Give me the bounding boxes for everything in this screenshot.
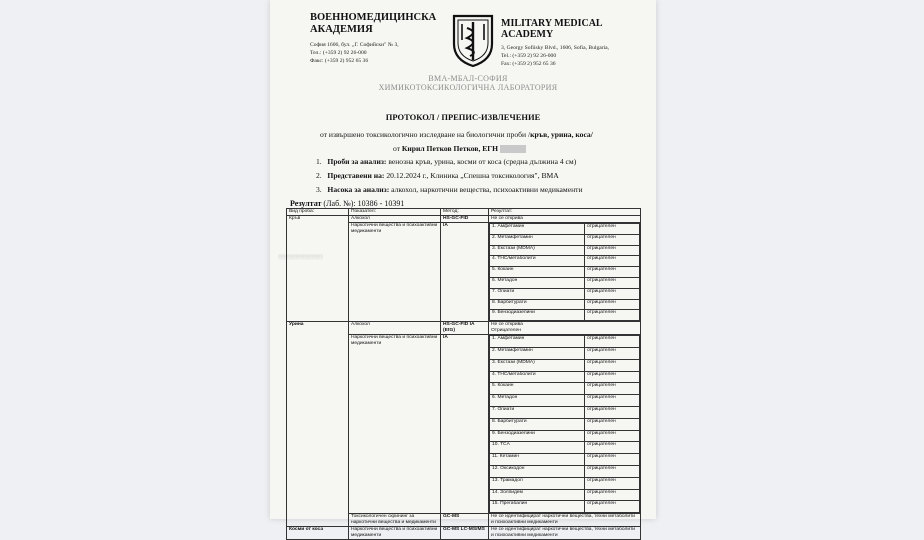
substance-name: 14. Золпидем (490, 489, 585, 501)
substance-result: отрицателен (585, 245, 640, 256)
substance-result: отрицателен (585, 442, 640, 454)
substance-name: 7. Опиати (490, 288, 585, 299)
substance-name: 2. Метамфетамин (490, 234, 585, 245)
substance-name: 5. Кокаин (490, 383, 585, 395)
academy-emblem-icon (450, 10, 496, 68)
results-table (286, 208, 641, 540)
substance-result: отрицателен (585, 310, 640, 321)
result-heading: Резултат (Лаб. №): 10386 - 10391 (290, 199, 405, 208)
org-contacts-en: 3, Georgy Sofiisky Blvd., 1606, Sofia, Bulgaria, Tel.: (+359 2) 92 26-000 Fax: (+359 2) 952 65 36 (501, 45, 610, 67)
substance-result: отрицателен (585, 454, 640, 466)
header-result: Резултат: (489, 209, 641, 216)
list-item (490, 336, 640, 348)
list-item (490, 288, 640, 299)
substance-result: отрицателен (585, 288, 640, 299)
table-row: Урина Алкохол HS-GC-FID IA (EtG) Не се открива Отрицателен (287, 322, 641, 335)
substance-name: 3. Екстази (MDMA) (490, 359, 585, 371)
list-item (490, 347, 640, 359)
header-sample: Вид проба: (287, 209, 349, 216)
substance-name: 4. THC/метаболити (490, 371, 585, 383)
list-item (490, 477, 640, 489)
table-row: Токсикологичен скрининг за наркотични вещества и медикаменти GC-MS Не се идентифицират наркотични вещества, техни метаболити и психоактивни медикаменти (287, 514, 641, 527)
substance-name: 9. Бензодиазепини (490, 430, 585, 442)
faded-stamp-mark: ░░░░░░░░░░░░░░ (278, 254, 323, 259)
list-item (490, 371, 640, 383)
substance-result: отрицателен (585, 224, 640, 235)
document-page (270, 0, 656, 539)
substance-result: отрицателен (585, 383, 640, 395)
substance-name: 3. Екстази (MDMA) (490, 245, 585, 256)
substance-result: отрицателен (585, 336, 640, 348)
table-row: Кръв Алкохол HS-GC-FID Не се открива (287, 216, 641, 223)
substance-name: 9. Бензодиазепини (490, 310, 585, 321)
substance-name: 8. Барбитурати (490, 418, 585, 430)
header-method: Метод: (441, 209, 489, 216)
list-item (490, 267, 640, 278)
list-item (490, 234, 640, 245)
substance-result: отрицателен (585, 371, 640, 383)
list-item (490, 430, 640, 442)
person-name: Кирил Петков Петков, ЕГН (401, 144, 499, 153)
table-row: Наркотични вещества и психоактивни медикаменти IA 1. Амфетамин отрицателен 2. Метамфетамин отрицателен 3. Екстази (MDMA) отрицателен 4. THC/метаболити отрицателен 5. Кокаин отрицателен 6. Метадон отрицателен 7. Опиати отрицателен 8. Барбитурати отрицателен 9. Бензодиазепини отрицателен (287, 223, 641, 322)
substance-result: отрицателен (585, 267, 640, 278)
substance-result: отрицателен (585, 430, 640, 442)
list-item (490, 442, 640, 454)
list-item (490, 454, 640, 466)
sample-urine: Урина (287, 322, 349, 527)
substance-result: отрицателен (585, 406, 640, 418)
urine-results-list (489, 335, 640, 513)
substance-result: отрицателен (585, 359, 640, 371)
header-indicator: Показател: (349, 209, 441, 216)
substance-result: отрицателен (585, 395, 640, 407)
list-item (490, 299, 640, 310)
document-title: ПРОТОКОЛ / ПРЕПИС-ИЗВЛЕЧЕНИЕ (385, 112, 541, 122)
substance-result: отрицателен (585, 418, 640, 430)
list-item (490, 277, 640, 288)
substance-name: 6. Метадон (490, 277, 585, 288)
list-item (490, 383, 640, 395)
substance-name: 6. Метадон (490, 395, 585, 407)
substance-name: 11. Кетамин (490, 454, 585, 466)
substance-name: 12. Оксикодон (490, 465, 585, 477)
table-row: Наркотични вещества и психоактивни медикаменти IA 1. Амфетамин отрицателен 2. Метамфетамин отрицателен 3. Екстази (MDMA) отрицателен 4. THC/метаболити отрицателен 5. Кокаин отрицателен 6. Метадон отрицателен 7. Опиати отрицателен 8. Барбитурати отрицателен 9. Бензодиазепини отрицателен 10. TCA отрицателен 11. Кетамин отрицателен 12. Оксикодон отрицателен 13. Трамадол отрицателен 14. Золпидем отрицателен 15. Прегабалин отрицателен (287, 335, 641, 514)
list-item (490, 489, 640, 501)
org-name-en: MILITARY MEDICAL ACADEMY (501, 18, 603, 40)
list-item (490, 406, 640, 418)
sample-blood: Кръв (287, 216, 349, 322)
substance-name: 7. Опиати (490, 406, 585, 418)
substance-name: 15. Прегабалин (490, 501, 585, 513)
org-contacts-bg: София 1606, бул. „Г. Софийски" № 3, Тел.: (+359 2) 92 26-000 Факс: (+359 2) 952 65 36 (310, 42, 399, 64)
list-item (490, 501, 640, 513)
list-item (490, 245, 640, 256)
item-1: 1. Проби за анализ: венозна кръв, урина, косми от коса (средна дължина 4 см) (316, 157, 577, 166)
redacted-id (500, 145, 526, 153)
substance-result: отрицателен (585, 489, 640, 501)
item-2: 2. Представени на: 20.12.2024 г., Клиника „Спешна токсикология", ВМА (316, 171, 559, 180)
person-line: от Кирил Петков Петков, ЕГН (393, 144, 526, 153)
substance-name: 4. THC/метаболити (490, 256, 585, 267)
substance-result: отрицателен (585, 256, 640, 267)
substance-name: 13. Трамадол (490, 477, 585, 489)
substance-result: отрицателен (585, 234, 640, 245)
substance-name: 10. TCA (490, 442, 585, 454)
substance-result: отрицателен (585, 299, 640, 310)
list-item (490, 310, 640, 321)
substance-name: 1. Амфетамин (490, 336, 585, 348)
org-name-bg: ВОЕННОМЕДИЦИНСКА АКАДЕМИЯ (310, 12, 437, 35)
substance-name: 1. Амфетамин (490, 224, 585, 235)
substance-result: отрицателен (585, 347, 640, 359)
letterhead (270, 0, 656, 70)
table-row: Косми от коса Наркотични вещества и психоактивни медикаменти GC-MS LC-MS/MS Не се идентифицират наркотични вещества, техни метаболити и психоактивни медикаменти (287, 527, 641, 540)
intro-line: от извършено токсикологично изследване на биологични проби /кръв, урина, коса/ (320, 130, 593, 139)
substance-name: 5. Кокаин (490, 267, 585, 278)
substance-name: 2. Метамфетамин (490, 347, 585, 359)
list-item (490, 418, 640, 430)
substance-result: отрицателен (585, 501, 640, 513)
blood-results-list (489, 223, 640, 321)
list-item (490, 395, 640, 407)
substance-result: отрицателен (585, 465, 640, 477)
list-item (490, 359, 640, 371)
list-item (490, 224, 640, 235)
sample-hair: Косми от коса (287, 527, 349, 540)
substance-result: отрицателен (585, 477, 640, 489)
item-3: 3. Насока за анализ: алкохол, наркотични вещества, психоактивни медикаменти (316, 185, 583, 194)
list-item (490, 256, 640, 267)
substance-name: 8. Барбитурати (490, 299, 585, 310)
list-item (490, 465, 640, 477)
table-header-row (287, 209, 641, 216)
substance-result: отрицателен (585, 277, 640, 288)
lab-stamp: ВМА-МБАЛ-СОФИЯ ХИМИКОТОКСИКОЛОГИЧНА ЛАБОРАТОРИЯ (378, 74, 558, 92)
